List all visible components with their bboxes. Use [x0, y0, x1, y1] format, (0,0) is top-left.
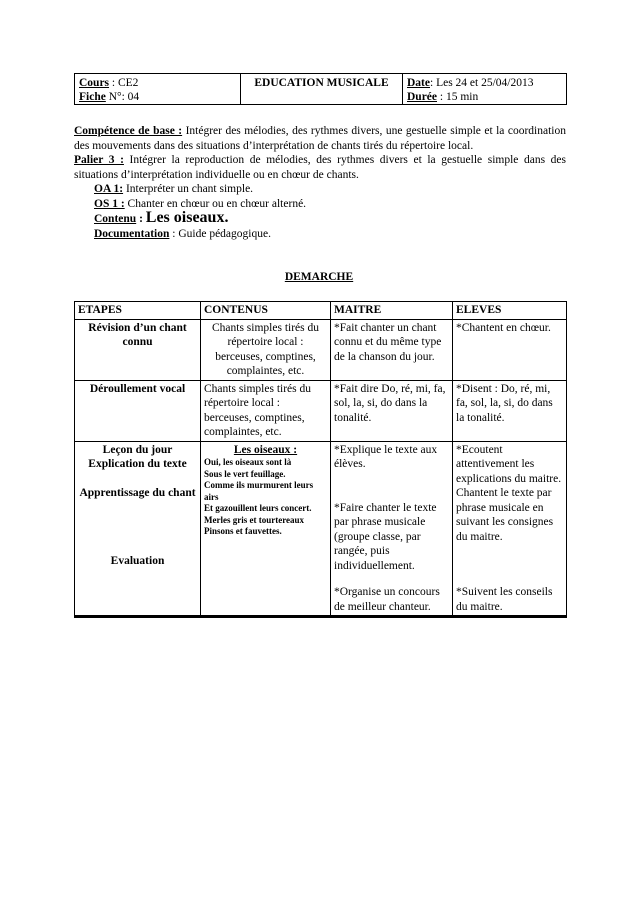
palier-label: Palier 3 : [74, 154, 124, 166]
row1-etape: Révision d’un chant connu [75, 319, 201, 380]
row3-etape [75, 441, 201, 617]
lyric-line: Merles gris et tourtereaux [204, 514, 305, 525]
competence-label: Compétence de base : [74, 125, 183, 137]
row1-contenu: Chants simples tirés du répertoire local : berceuses, comptines, complaintes, etc. [201, 319, 331, 380]
demarche-title: DEMARCHE [284, 271, 354, 283]
row3-maitre-evaluation: *Organise un concours de meilleur chanteur. [334, 586, 440, 613]
doc-line [74, 227, 566, 242]
row3-maitre-apprentissage: *Faire chanter le texte par phrase musicale (groupe classe, par rangée, puis individuellement. [334, 501, 437, 572]
contenu-text: Les oiseaux. [145, 209, 229, 226]
row3-maitre-explication: *Explique le texte aux élèves. [334, 443, 438, 470]
row3-etape-lecon: Leçon du jour Explication du texte [88, 443, 187, 470]
row2-eleves: *Disent : Do, ré, mi, fa, sol, la, si, do dans la tonalité. [453, 380, 567, 441]
row3-etape-apprentissage: Apprentissage du chant [79, 486, 196, 499]
fiche-label: Fiche [79, 91, 106, 103]
doc-label: Documentation [94, 227, 170, 240]
row3-etape-evaluation: Evaluation [110, 555, 165, 567]
contenu-label: Contenu [94, 213, 137, 225]
intro-section [74, 124, 566, 241]
song-lyrics [204, 457, 327, 538]
duree-value: : 15 min [439, 91, 479, 103]
header-cours-cell [75, 74, 241, 104]
oa-line [74, 182, 566, 197]
table-row [75, 441, 567, 617]
table-header-row [75, 302, 567, 320]
row2-etape: Déroullement vocal [75, 380, 201, 441]
fiche-value: N°: 04 [108, 91, 140, 103]
demarche-table [74, 301, 567, 618]
row3-maitre [331, 441, 453, 617]
header-eleves: ELEVES [453, 302, 567, 320]
header-date-cell [403, 74, 566, 104]
date-label: Date [407, 77, 430, 89]
row3-eleves-apprentissage: Chantent le texte par phrase musicale en suivant les consignes du maitre. [456, 487, 554, 543]
date-value: : Les 24 et 25/04/2013 [430, 77, 534, 89]
lyric-line: Oui, les oiseaux sont là [204, 457, 292, 467]
row2-maitre: *Fait dire Do, ré, mi, fa, sol, la, si, do dans la tonalité. [331, 380, 453, 441]
row3-eleves [453, 441, 567, 617]
palier-paragraph [74, 153, 566, 182]
header-contenus: CONTENUS [201, 302, 331, 320]
table-row [75, 319, 567, 380]
header-etapes: ETAPES [75, 302, 201, 320]
table-row [75, 380, 567, 441]
contenu-sep: : [136, 213, 146, 225]
song-title: Les oiseaux : [233, 443, 298, 456]
lyric-line: Et gazouillent leurs concert. [204, 503, 312, 513]
row2-contenu: Chants simples tirés du répertoire local : berceuses, comptines, complaintes, etc. [201, 380, 331, 441]
palier-text: Intégrer la reproduction de mélodies, des rythmes divers et la gestuelle simple dans des situations d’interprétation individuelle ou en chœur de chants. [74, 154, 566, 181]
competence-paragraph [74, 124, 566, 153]
oa-text: Interpréter un chant simple. [123, 183, 254, 195]
header-maitre: MAITRE [331, 302, 453, 320]
oa-label: OA 1: [94, 183, 124, 195]
duree-label: Durée [407, 91, 438, 103]
os-text: Chanter en chœur ou en chœur alterné. [124, 197, 307, 210]
lyric-line: Pinsons et fauvettes. [204, 526, 282, 536]
doc-text: : Guide pédagogique. [169, 227, 271, 240]
row1-eleves: *Chantent en chœur. [453, 319, 567, 380]
competence-text: Intégrer des mélodies, des rythmes divers, une gestuelle simple et la coordination des mouvements dans des situations d’interprétation de chants tirés du répertoire local. [74, 125, 567, 152]
lyric-line: Comme ils murmurent leurs airs [204, 480, 314, 502]
row3-contenu [201, 441, 331, 617]
row3-eleves-evaluation: *Suivent les conseils du maitre. [456, 586, 553, 613]
row3-eleves-explication: *Ecoutent attentivement les explications du maitre. [456, 443, 562, 485]
cours-label: Cours [79, 77, 110, 89]
lyric-line: Sous le vert feuillage. [204, 468, 286, 479]
header-box [74, 73, 567, 105]
os-label: OS 1 : [94, 197, 125, 210]
header-subject: EDUCATION MUSICALE [241, 74, 403, 104]
cours-value: : CE2 [111, 77, 139, 89]
contenu-line [74, 211, 566, 227]
row1-maitre: *Fait chanter un chant connu et du même type de la chanson du jour. [331, 319, 453, 380]
